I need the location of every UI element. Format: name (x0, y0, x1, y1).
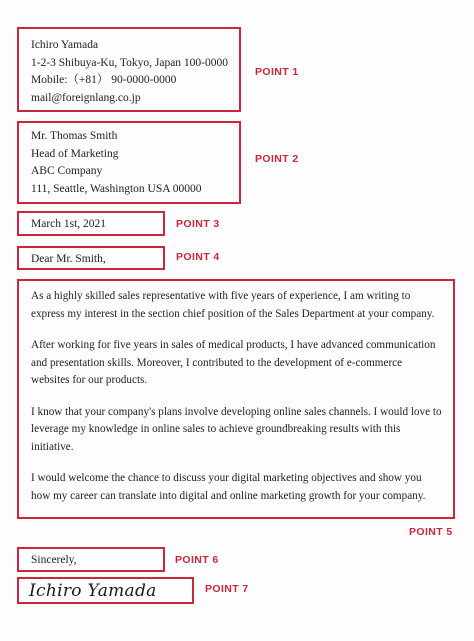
salutation: Dear Mr. Smith, (31, 253, 106, 265)
point-7-label: POINT 7 (205, 583, 249, 595)
body-paragraph-4: I would welcome the chance to discuss your digital marketing objectives and show you how my career can translate into digital and online marketing growth for your company. (31, 472, 426, 502)
recipient-address-box (17, 121, 241, 204)
body-paragraph-3: I know that your company's plans involve developing online sales channels. I would love to leverage my knowledge in online sales to achieve groundbreaking results with this initiative. (31, 405, 442, 453)
point-2-label: POINT 2 (255, 153, 299, 165)
point-6-label: POINT 6 (175, 554, 219, 566)
salutation-box (17, 246, 165, 270)
body-paragraph-1: As a highly skilled sales representative with five years of experience, I am writing to express my interest in the section chief position of the Sales Department at your company. (31, 290, 435, 320)
sender-address-box (17, 27, 241, 112)
point-5-label: POINT 5 (409, 526, 453, 538)
sender-name: Ichiro Yamada (31, 39, 99, 51)
recipient-address: 111, Seattle, Washington USA 00000 (31, 182, 202, 195)
recipient-company: ABC Company (31, 165, 103, 177)
closing-phrase: Sincerely, (31, 554, 77, 566)
closing-box (17, 547, 165, 572)
date-box (17, 211, 165, 236)
point-4-label: POINT 4 (176, 251, 220, 263)
sender-email: mail@foreignlang.co.jp (31, 91, 141, 104)
sender-mobile: Mobile:（+81） 90-0000-0000 (31, 74, 177, 86)
sender-street-address: 1-2-3 Shibuya-Ku, Tokyo, Japan 100-0000 (31, 56, 229, 69)
point-3-label: POINT 3 (176, 218, 220, 230)
letter-date: March 1st, 2021 (31, 218, 107, 230)
body-paragraph-2: After working for five years in sales of medical products, I have advanced communication and presentation skills. Moreover, I contributed to the development of e-commerce websites for our products. (31, 339, 436, 386)
letter-body-box (17, 279, 455, 519)
signature-box (17, 577, 194, 604)
point-1-label: POINT 1 (255, 66, 299, 78)
recipient-title: Head of Marketing (31, 147, 119, 160)
handwritten-signature: Ichiro Yamada (29, 581, 157, 601)
recipient-name: Mr. Thomas Smith (31, 130, 118, 142)
